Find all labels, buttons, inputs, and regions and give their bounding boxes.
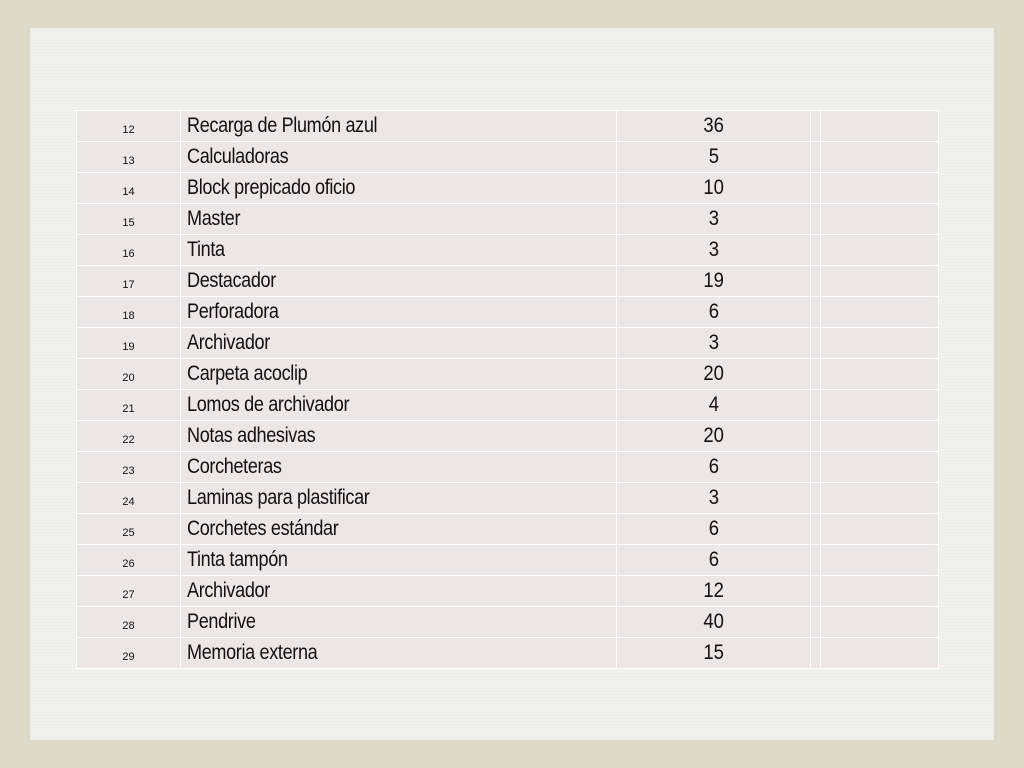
item-name: Corcheteras	[187, 455, 282, 478]
empty-cell	[811, 452, 821, 483]
item-name: Memoria externa	[187, 641, 318, 664]
quantity: 3	[708, 207, 719, 230]
item-name: Lomos de archivador	[187, 393, 350, 416]
item-name-cell	[181, 452, 617, 483]
empty-cell	[821, 390, 939, 421]
quantity-cell	[617, 390, 811, 421]
quantity: 36	[703, 114, 724, 137]
empty-cell	[821, 142, 939, 173]
item-name-cell	[181, 483, 617, 514]
table-row	[77, 607, 939, 638]
item-name-cell	[181, 297, 617, 328]
row-number: 24	[77, 483, 181, 514]
item-name: Tinta	[187, 238, 225, 261]
quantity: 3	[708, 238, 719, 261]
empty-cell	[811, 142, 821, 173]
empty-cell	[821, 576, 939, 607]
item-name-cell	[181, 111, 617, 142]
item-name: Carpeta acoclip	[187, 362, 308, 385]
row-number: 20	[77, 359, 181, 390]
quantity-cell	[617, 576, 811, 607]
item-name: Notas adhesivas	[187, 424, 316, 447]
empty-cell	[811, 111, 821, 142]
quantity-cell	[617, 638, 811, 669]
item-name-cell	[181, 576, 617, 607]
table-row	[77, 266, 939, 297]
row-number: 28	[77, 607, 181, 638]
empty-cell	[811, 328, 821, 359]
quantity: 12	[703, 579, 724, 602]
row-number: 29	[77, 638, 181, 669]
empty-cell	[811, 638, 821, 669]
quantity-cell	[617, 545, 811, 576]
empty-cell	[821, 173, 939, 204]
quantity: 6	[708, 548, 719, 571]
table-row	[77, 421, 939, 452]
table-row	[77, 142, 939, 173]
item-name-cell	[181, 235, 617, 266]
quantity-cell	[617, 607, 811, 638]
empty-cell	[811, 545, 821, 576]
item-name-cell	[181, 359, 617, 390]
table-row	[77, 390, 939, 421]
item-name-cell	[181, 545, 617, 576]
row-number: 15	[77, 204, 181, 235]
item-name: Pendrive	[187, 610, 256, 633]
empty-cell	[821, 359, 939, 390]
table-row	[77, 204, 939, 235]
empty-cell	[811, 390, 821, 421]
empty-cell	[811, 607, 821, 638]
item-name-cell	[181, 142, 617, 173]
empty-cell	[811, 359, 821, 390]
item-name-cell	[181, 390, 617, 421]
quantity: 3	[708, 486, 719, 509]
quantity-cell	[617, 111, 811, 142]
table-row	[77, 514, 939, 545]
quantity: 15	[703, 641, 724, 664]
quantity-cell	[617, 235, 811, 266]
table-row	[77, 328, 939, 359]
item-name: Laminas para plastificar	[187, 486, 370, 509]
table-row	[77, 545, 939, 576]
item-name: Destacador	[187, 269, 276, 292]
empty-cell	[821, 297, 939, 328]
row-number: 25	[77, 514, 181, 545]
quantity-cell	[617, 421, 811, 452]
row-number: 19	[77, 328, 181, 359]
quantity: 4	[708, 393, 719, 416]
item-name: Corchetes estándar	[187, 517, 339, 540]
row-number: 21	[77, 390, 181, 421]
empty-cell	[821, 235, 939, 266]
empty-cell	[811, 421, 821, 452]
item-name: Recarga de Plumón azul	[187, 114, 378, 137]
quantity: 20	[703, 424, 724, 447]
table-row	[77, 452, 939, 483]
empty-cell	[811, 297, 821, 328]
empty-cell	[821, 638, 939, 669]
empty-cell	[811, 576, 821, 607]
empty-cell	[821, 328, 939, 359]
table-row	[77, 235, 939, 266]
item-name-cell	[181, 421, 617, 452]
quantity-cell	[617, 142, 811, 173]
empty-cell	[811, 204, 821, 235]
row-number: 16	[77, 235, 181, 266]
empty-cell	[821, 204, 939, 235]
empty-cell	[821, 266, 939, 297]
item-name-cell	[181, 266, 617, 297]
empty-cell	[821, 514, 939, 545]
row-number: 14	[77, 173, 181, 204]
item-name: Archivador	[187, 579, 270, 602]
row-number: 13	[77, 142, 181, 173]
item-name: Master	[187, 207, 241, 230]
item-name-cell	[181, 607, 617, 638]
row-number: 17	[77, 266, 181, 297]
empty-cell	[811, 266, 821, 297]
row-number: 18	[77, 297, 181, 328]
quantity-cell	[617, 483, 811, 514]
quantity: 3	[708, 331, 719, 354]
row-number: 23	[77, 452, 181, 483]
empty-cell	[821, 483, 939, 514]
quantity-cell	[617, 173, 811, 204]
quantity: 19	[703, 269, 724, 292]
table-row	[77, 576, 939, 607]
table-row	[77, 359, 939, 390]
quantity-cell	[617, 328, 811, 359]
item-name-cell	[181, 328, 617, 359]
empty-cell	[821, 421, 939, 452]
quantity-cell	[617, 266, 811, 297]
empty-cell	[821, 452, 939, 483]
item-name-cell	[181, 638, 617, 669]
quantity-cell	[617, 514, 811, 545]
quantity: 20	[703, 362, 724, 385]
supplies-table	[76, 110, 939, 669]
item-name-cell	[181, 173, 617, 204]
quantity: 6	[708, 300, 719, 323]
empty-cell	[821, 607, 939, 638]
empty-cell	[811, 514, 821, 545]
empty-cell	[811, 173, 821, 204]
row-number: 12	[77, 111, 181, 142]
quantity: 40	[703, 610, 724, 633]
quantity: 10	[703, 176, 724, 199]
quantity-cell	[617, 297, 811, 328]
quantity: 6	[708, 517, 719, 540]
quantity: 5	[708, 145, 719, 168]
table-row	[77, 111, 939, 142]
quantity-cell	[617, 452, 811, 483]
row-number: 22	[77, 421, 181, 452]
supplies-table-body	[77, 111, 939, 669]
quantity: 6	[708, 455, 719, 478]
table-row	[77, 173, 939, 204]
empty-cell	[811, 483, 821, 514]
quantity-cell	[617, 204, 811, 235]
item-name: Perforadora	[187, 300, 279, 323]
item-name-cell	[181, 514, 617, 545]
table-row	[77, 638, 939, 669]
table-row	[77, 297, 939, 328]
item-name: Block prepicado oficio	[187, 176, 356, 199]
table-row	[77, 483, 939, 514]
item-name-cell	[181, 204, 617, 235]
row-number: 27	[77, 576, 181, 607]
empty-cell	[821, 111, 939, 142]
item-name: Tinta tampón	[187, 548, 288, 571]
item-name: Calculadoras	[187, 145, 289, 168]
empty-cell	[821, 545, 939, 576]
empty-cell	[811, 235, 821, 266]
row-number: 26	[77, 545, 181, 576]
quantity-cell	[617, 359, 811, 390]
item-name: Archivador	[187, 331, 270, 354]
